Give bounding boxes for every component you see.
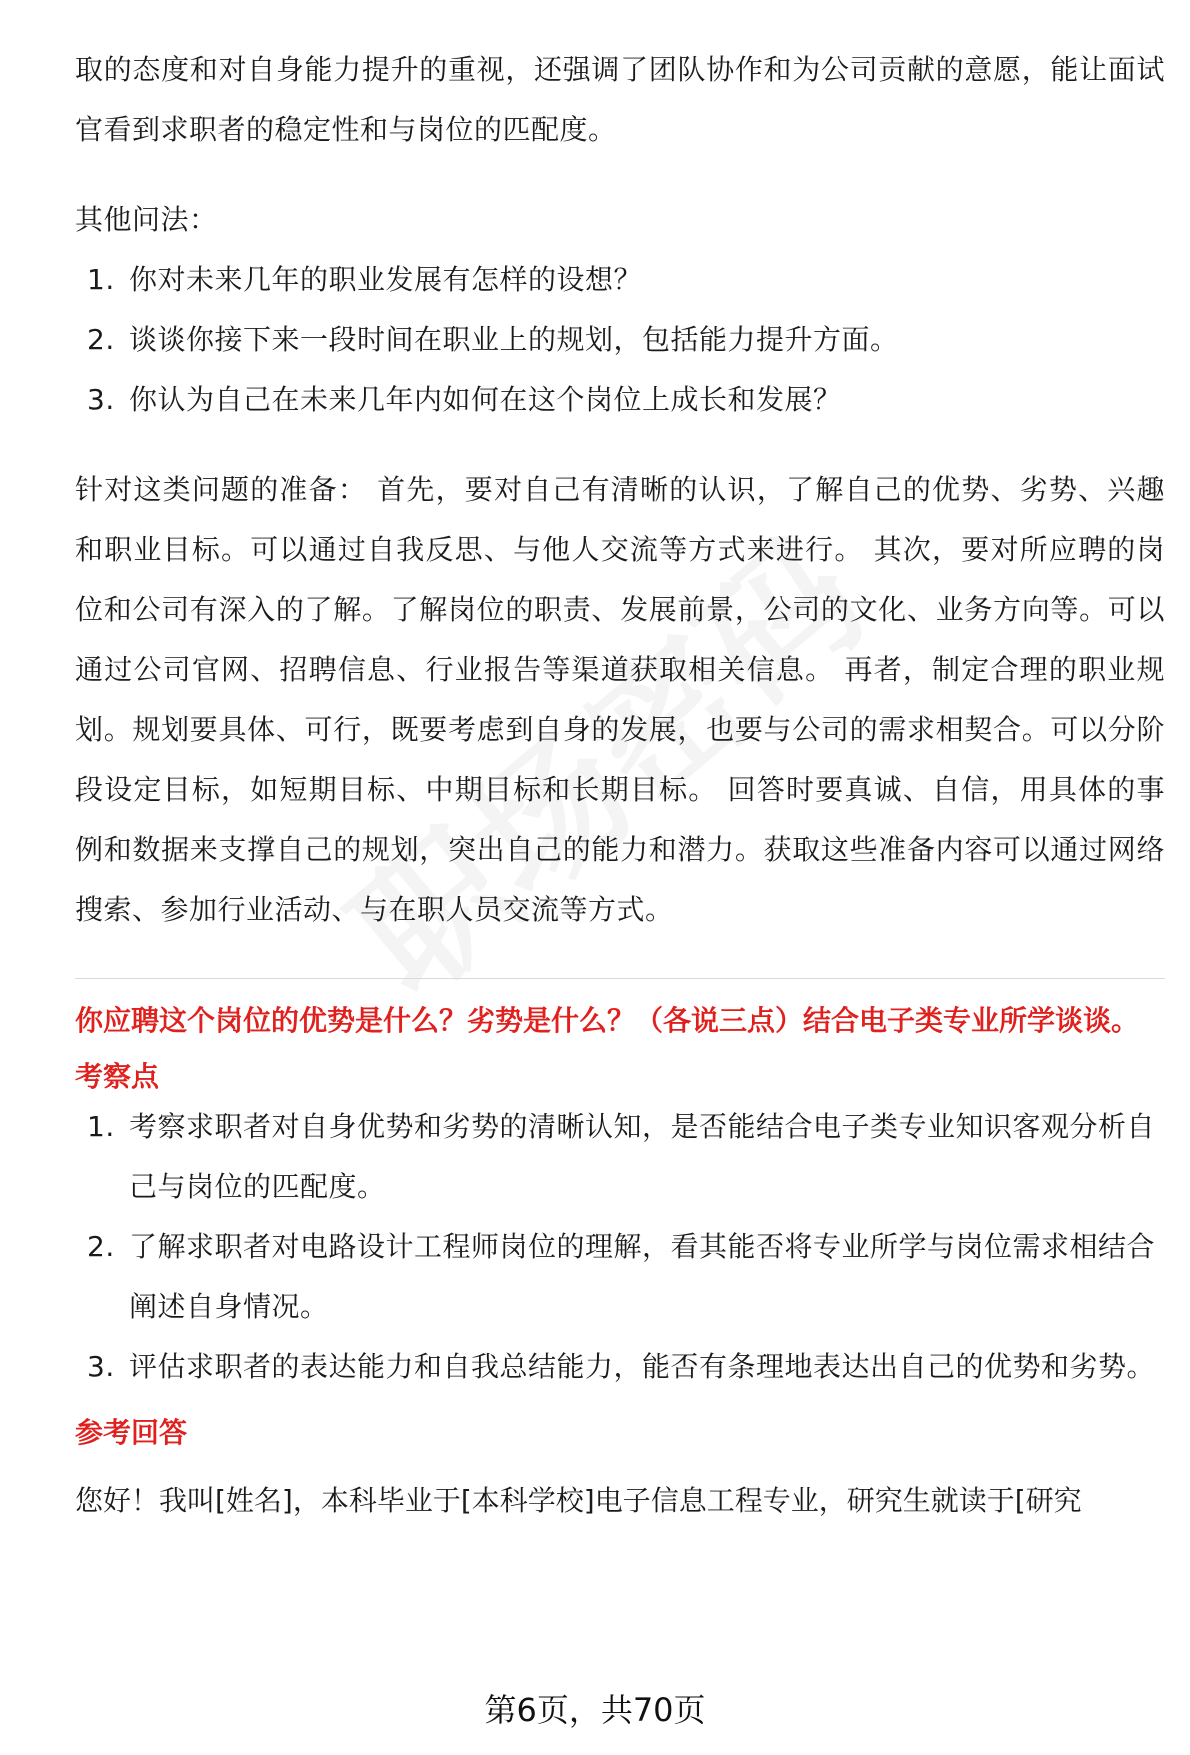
list-number: 3. <box>87 383 115 416</box>
reference-answer-heading: 参考回答 <box>75 1416 188 1449</box>
list-number: 2. <box>87 1230 115 1263</box>
list-item-text: 考察求职者对自身优势和劣势的清晰认知，是否能结合电子类专业知识客观分析自己与岗位的匹配度。 <box>129 1110 1156 1203</box>
list-number: 1. <box>87 1110 115 1143</box>
reference-answer-text: 您好！我叫[姓名]，本科毕业于[本科学校]电子信息工程专业，研究生就读于[研究 <box>75 1484 1082 1517</box>
list-item-text: 你对未来几年的职业发展有怎样的设想？ <box>129 263 643 296</box>
list-item <box>75 250 1165 310</box>
other-questions-list <box>75 250 1165 430</box>
exam-points-heading: 考察点 <box>75 1060 160 1093</box>
list-item-text: 了解求职者对电路设计工程师岗位的理解，看其能否将专业所学与岗位需求相结合阐述自身情况。 <box>129 1230 1156 1323</box>
list-item-text: 你认为自己在未来几年内如何在这个岗位上成长和发展？ <box>129 383 842 416</box>
page-footer <box>0 1690 1190 1730</box>
list-number: 2. <box>87 323 115 356</box>
page-number: 第6页，共70页 <box>480 1691 709 1729</box>
intro-paragraph: 取的态度和对自身能力提升的重视，还强调了团队协作和为公司贡献的意愿，能让面试官看到求职者的稳定性和与岗位的匹配度。 <box>75 53 1165 146</box>
list-item <box>75 1097 1165 1217</box>
exam-points-list <box>75 1097 1165 1397</box>
other-questions-label: 其他问法： <box>75 203 218 236</box>
list-number: 1. <box>87 263 115 296</box>
list-number: 3. <box>87 1350 115 1383</box>
list-item <box>75 1217 1165 1337</box>
list-item-text: 谈谈你接下来一段时间在职业上的规划，包括能力提升方面。 <box>129 323 899 356</box>
list-item <box>75 310 1165 370</box>
section-title: 你应聘这个岗位的优势是什么？劣势是什么？（各说三点）结合电子类专业所学谈谈。 <box>75 1004 1140 1037</box>
preparation-paragraph: 针对这类问题的准备： 首先，要对自己有清晰的认识，了解自己的优势、劣势、兴趣和职业目标。可以通过自我反思、与他人交流等方式来进行。 其次，要对所应聘的岗位和公司有深入的了解。了解岗位的职责、发展前景，公司的文化、业务方向等。可以通过公司官网、招聘信息、行业报告等渠道获取相关信息。 再者，制定合理的职业规划。规划要具体、可行，既要考虑到自身的发展，也要与公司的需求相契合。可以分阶段设定目标，如短期目标、中期目标和长期目标。 回答时要真诚、自信，用具体的事例和数据来支撑自己的规划，突出自己的能力和潜力。获取这些准备内容可以通过网络搜索、参加行业活动、与在职人员交流等方式。 <box>75 473 1165 926</box>
section-divider <box>75 978 1165 979</box>
document-page <box>75 0 1165 1517</box>
list-item <box>75 370 1165 430</box>
list-item <box>75 1337 1165 1397</box>
list-item-text: 评估求职者的表达能力和自我总结能力，能否有条理地表达出自己的优势和劣势。 <box>129 1350 1156 1383</box>
